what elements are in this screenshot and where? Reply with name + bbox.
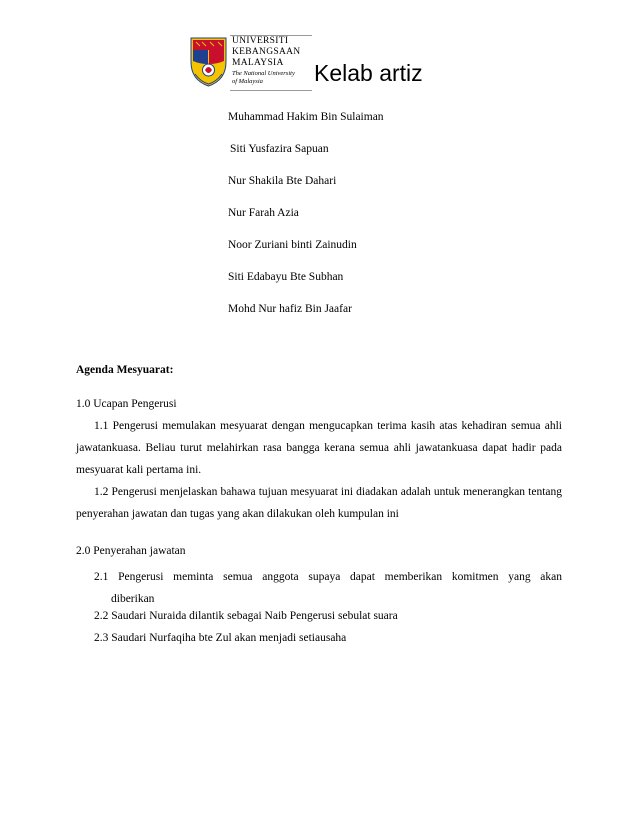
logo-tagline-1: The National University bbox=[232, 70, 295, 77]
item-2-1 bbox=[94, 566, 562, 610]
member-list bbox=[228, 110, 384, 334]
item-2-3: 2.3 Saudari Nurfaqiha bte Zul akan menjadi setiausaha bbox=[94, 632, 347, 644]
member-name: Mohd Nur hafiz Bin Jaafar bbox=[228, 303, 352, 315]
member-name: Siti Yusfazira Sapuan bbox=[230, 143, 329, 155]
item-1-2: 1.2 Pengerusi menjelaskan bahawa tujuan mesyuarat ini diadakan adalah untuk menerangkan tentang penyerahan jawatan dan tugas yang akan dilakukan oleh kumpulan ini bbox=[76, 486, 562, 520]
item-2-1-line-2: diberikan bbox=[111, 593, 155, 605]
section-2-heading: 2.0 Penyerahan jawatan bbox=[76, 545, 186, 557]
member-name: Noor Zuriani binti Zainudin bbox=[228, 239, 357, 251]
member-name: Muhammad Hakim Bin Sulaiman bbox=[228, 111, 384, 123]
agenda-heading: Agenda Mesyuarat: bbox=[76, 364, 174, 376]
item-2-2: 2.2 Saudari Nuraida dilantik sebagai Naib Pengerusi sebulat suara bbox=[94, 610, 398, 622]
member-name: Nur Shakila Bte Dahari bbox=[228, 175, 337, 187]
item-2-1-line-1: 2.1 Pengerusi meminta semua anggota supaya dapat memberikan komitmen yang akan bbox=[94, 571, 562, 583]
section-1-heading: 1.0 Ucapan Pengerusi bbox=[76, 398, 177, 410]
document-title: Kelab artiz bbox=[314, 60, 423, 86]
logo-line-3: MALAYSIA bbox=[232, 58, 284, 68]
logo-line-1: UNIVERSITI bbox=[232, 36, 289, 46]
member-name: Siti Edabayu Bte Subhan bbox=[228, 271, 344, 283]
university-wordmark bbox=[232, 36, 312, 85]
logo-tagline-2: of Malaysia bbox=[232, 78, 263, 85]
member-name: Nur Farah Azia bbox=[228, 207, 299, 219]
logo-line-2: KEBANGSAAN bbox=[232, 47, 301, 57]
item-1-1: 1.1 Pengerusi memulakan mesyuarat dengan mengucapkan terima kasih atas kehadiran semua ahli jawatankuasa. Beliau turut melahirkan rasa bangga kerana semua ahli jawatankuasa dapat hadir pada mesyuarat kali pertama ini. bbox=[76, 420, 562, 476]
